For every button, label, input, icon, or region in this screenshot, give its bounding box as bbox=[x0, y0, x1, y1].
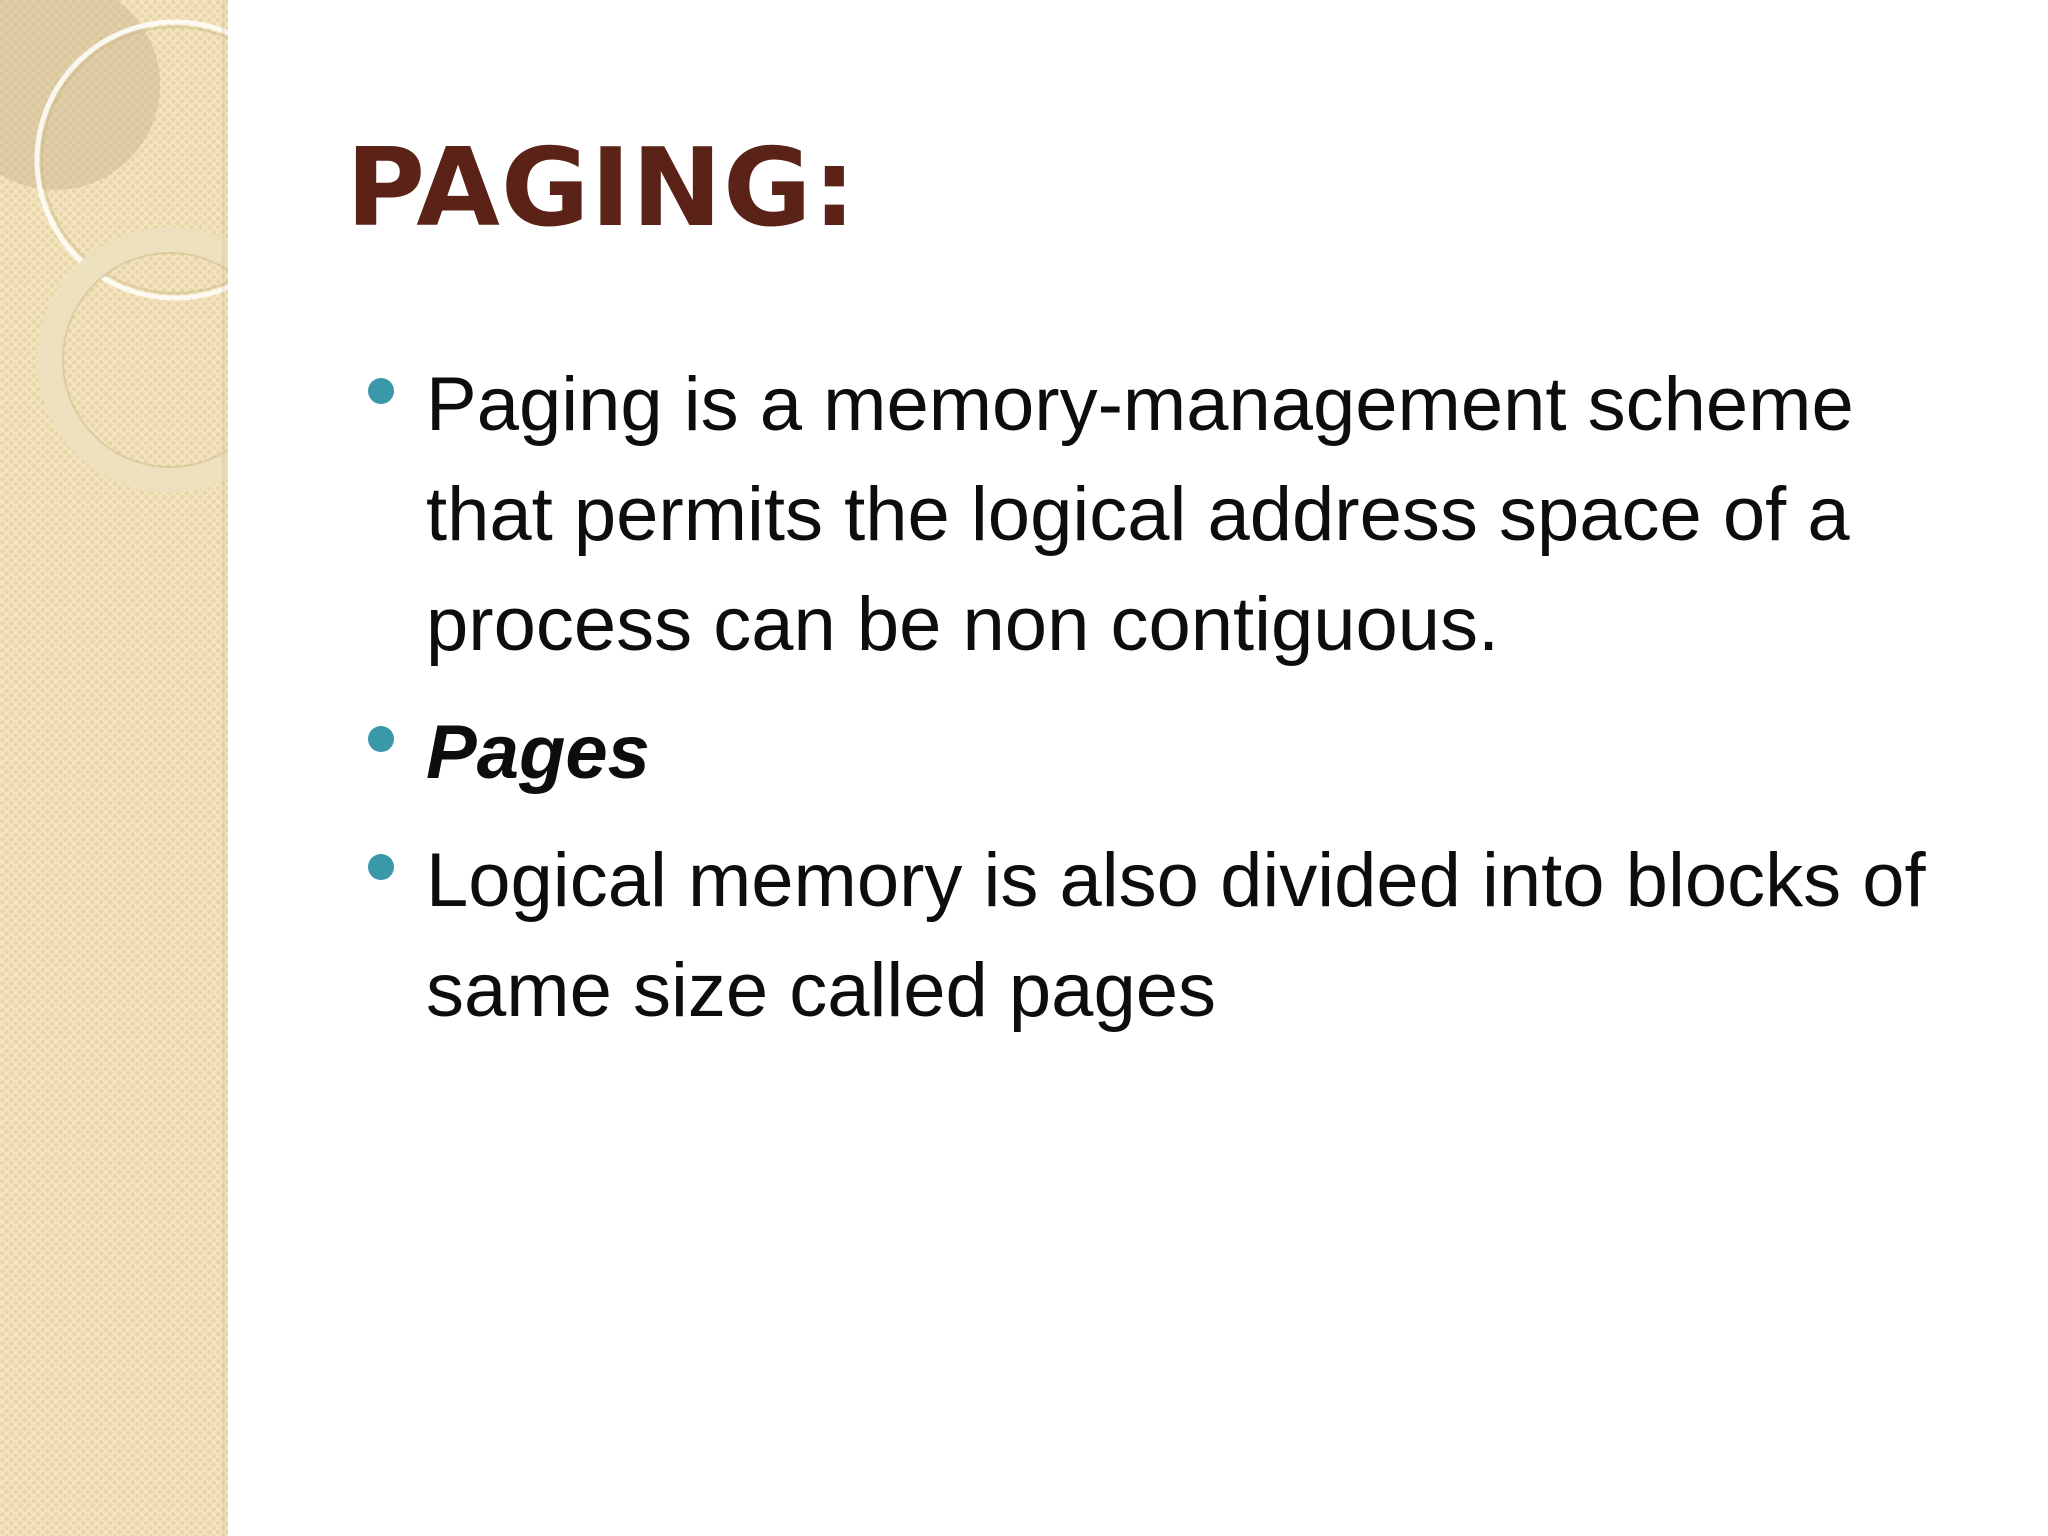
bullet-dot-icon bbox=[368, 378, 394, 404]
decorative-circles bbox=[0, 0, 228, 520]
bullet-dot-icon bbox=[368, 726, 394, 752]
bullet-item bbox=[356, 826, 1996, 1046]
side-panel-edge bbox=[222, 0, 228, 1536]
bullet-item bbox=[356, 698, 1996, 808]
bullet-text: Logical memory is also divided into blocks of same size called pages bbox=[426, 838, 1926, 1033]
slide-title: PAGING: bbox=[346, 126, 857, 251]
bullet-list bbox=[356, 350, 1996, 1064]
bullet-dot-icon bbox=[368, 854, 394, 880]
bullet-text-emphasized: Pages bbox=[426, 710, 650, 795]
bullet-text: Paging is a memory-management scheme that permits the logical address space of a process can be non contiguous. bbox=[426, 362, 1854, 667]
bullet-item bbox=[356, 350, 1996, 680]
decorative-side-panel bbox=[0, 0, 228, 1536]
